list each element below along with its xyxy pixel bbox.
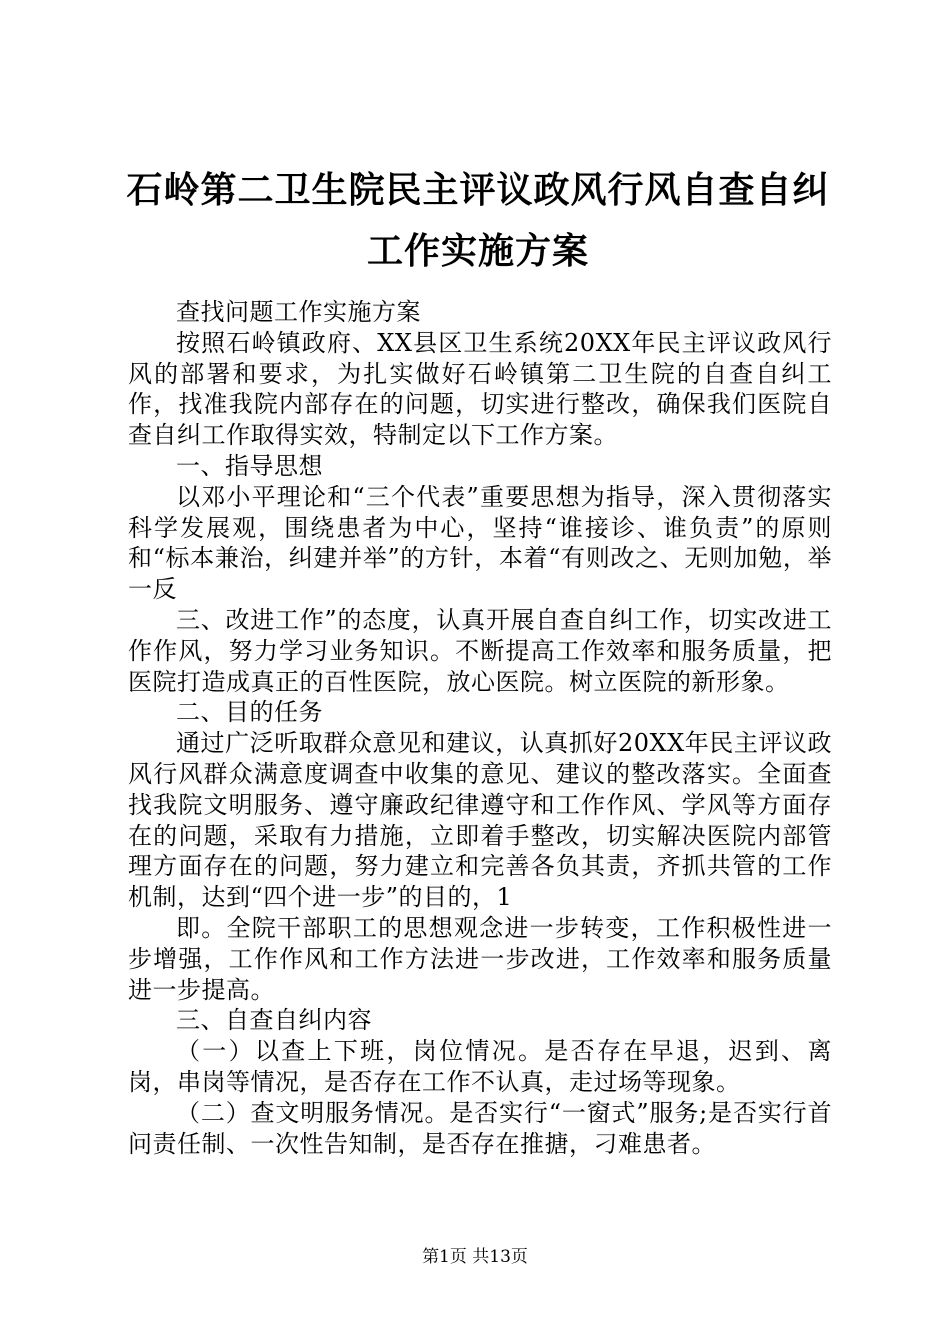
paragraph-objectives: 通过广泛听取群众意见和建议，认真抓好20XX年民主评议政风行风群众满意度调查中收集的意见、建议的整改落实。全面查找我院文明服务、遵守廉政纪律遵守和工作作风、学风等方面存在的问题，采取有力措施，立即着手整改，切实解决医院内部管理方面存在的问题，努力建立和完善各负其责，齐抓共管的工作机制，达到“四个进一步”的目的，1 (128, 729, 832, 912)
list-item-attendance: （一）以查上下班，岗位情况。是否存在早退，迟到、离岗，串岗等情况，是否存在工作不认真，走过场等现象。 (128, 1037, 832, 1096)
document-title: 石岭第二卫生院民主评议政风行风自查自纠工作实施方案 (126, 169, 830, 272)
paragraph-guiding-ideology: 以邓小平理论和“三个代表”重要思想为指导，深入贯彻落实科学发展观，围绕患者为中心，坚持“谁接诊、谁负责”的原则和“标本兼治，纠建并举”的方针，本着“有则改之、无则加勉，举一反 (128, 482, 832, 604)
section-heading-self-inspection: 三、自查自纠内容 (176, 1006, 372, 1035)
paragraph-subtitle: 查找问题工作实施方案 (176, 298, 421, 326)
list-item-civil-service: （二）查文明服务情况。是否实行“一窗式”服务;是否实行首问责任制、一次性告知制，是否存在推搪，刁难患者。 (128, 1098, 832, 1158)
paragraph-objectives-continued: 即。全院干部职工的思想观念进一步转变，工作积极性进一步增强，工作作风和工作方法进一步改进，工作效率和服务质量进一步提高。 (128, 913, 832, 1004)
section-heading-objectives: 二、目的任务 (176, 698, 323, 727)
section-heading-guiding-ideology: 一、指导思想 (176, 451, 323, 480)
paragraph-guiding-ideology-continued: 三、改进工作”的态度，认真开展自查自纠工作，切实改进工作作风，努力学习业务知识。不断提高工作效率和服务质量，把医院打造成真正的百性医院，放心医院。树立医院的新形象。 (128, 605, 832, 696)
document-body (128, 297, 832, 1159)
paragraph-intro: 按照石岭镇政府、XX县区卫生系统20XX年民主评议政风行风的部署和要求，为扎实做好石岭镇第二卫生院的自查自纠工作，找准我院内部存在的问题，切实进行整改，确保我们医院自查自纠工作取得实效，特制定以下工作方案。 (128, 328, 832, 450)
page-footer: 第1页 共13页 (422, 1247, 528, 1267)
